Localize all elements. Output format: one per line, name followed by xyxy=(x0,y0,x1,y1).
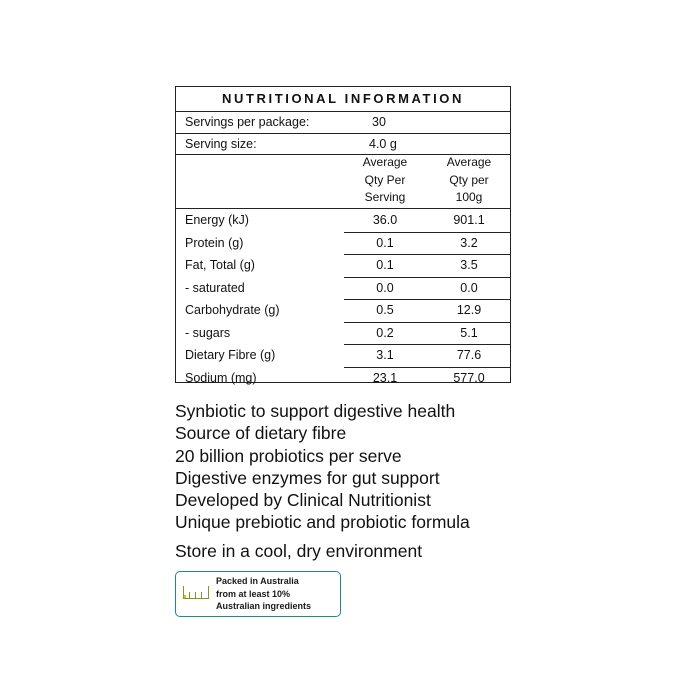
per-serving-value: 0.2 xyxy=(376,325,394,340)
per-100g-value: 3.5 xyxy=(460,258,478,272)
per-100g-value: 77.6 xyxy=(456,348,482,362)
per-100g-value: 5.1 xyxy=(460,325,478,340)
claim-item: Unique prebiotic and probiotic formula xyxy=(175,512,470,533)
per-serving-value: 36.0 xyxy=(372,213,398,227)
badge-line: from at least 10% xyxy=(216,588,291,599)
servings-per-package-value: 30 xyxy=(372,115,386,129)
nutrient-label: Carbohydrate (g) xyxy=(185,303,280,317)
per-serving-value: 0.0 xyxy=(376,280,394,295)
serving-size-value: 4.0 g xyxy=(369,137,397,151)
per-100g-column-header: Average Qty per 100g xyxy=(446,155,492,204)
panel-title: NUTRITIONAL INFORMATION xyxy=(221,91,465,106)
nutrient-label: Sodium (mg) xyxy=(185,370,257,385)
per-100g-value: 3.2 xyxy=(460,235,478,250)
serving-size-label: Serving size: xyxy=(185,137,257,151)
claim-item: Source of dietary fibre xyxy=(175,423,347,444)
row-divider xyxy=(344,254,510,255)
badge-line: Australian ingredients xyxy=(216,601,312,611)
row-divider xyxy=(344,367,510,368)
title-divider xyxy=(176,111,510,112)
row-divider xyxy=(344,344,510,345)
nutrient-label: - sugars xyxy=(185,325,231,340)
badge-line: Packed in Australia xyxy=(216,576,299,586)
per-serving-value: 0.1 xyxy=(376,258,394,272)
per-100g-value: 577.0 xyxy=(453,370,485,385)
nutrient-label: - saturated xyxy=(185,280,245,295)
ingredient-bar-chart-icon xyxy=(183,586,209,599)
per-100g-value: 901.1 xyxy=(453,213,485,227)
claim-item: Digestive enzymes for gut support xyxy=(175,467,440,488)
per-serving-value: 0.5 xyxy=(376,303,394,317)
row-divider xyxy=(344,299,510,300)
nutrient-label: Energy (kJ) xyxy=(185,213,249,227)
nutrient-label: Dietary Fibre (g) xyxy=(185,348,276,362)
nutrient-label: Protein (g) xyxy=(185,235,244,250)
ingredient-bar-fill xyxy=(184,595,186,598)
country-of-origin-badge xyxy=(175,571,341,617)
nutrition-panel xyxy=(175,86,511,383)
claim-item: Developed by Clinical Nutritionist xyxy=(175,490,431,511)
per-serving-value: 3.1 xyxy=(376,348,394,362)
storage-instruction: Store in a cool, dry environment xyxy=(175,541,423,561)
per-serving-value: 23.1 xyxy=(372,370,398,385)
row-divider xyxy=(344,322,510,323)
badge-text xyxy=(216,575,311,613)
per-serving-value: 0.1 xyxy=(376,235,394,250)
product-claims xyxy=(175,400,470,534)
claim-item: Synbiotic to support digestive health xyxy=(175,401,456,421)
claim-item: 20 billion probiotics per serve xyxy=(175,445,402,466)
nutrient-label: Fat, Total (g) xyxy=(185,258,255,272)
header-divider xyxy=(176,208,510,209)
per-100g-value: 0.0 xyxy=(460,280,478,295)
row-divider xyxy=(344,232,510,233)
per-100g-value: 12.9 xyxy=(456,303,482,317)
servings-per-package-label: Servings per package: xyxy=(185,115,310,129)
row-divider xyxy=(344,277,510,278)
servings-divider xyxy=(176,133,510,134)
per-serving-column-header: Average Qty Per Serving xyxy=(362,155,408,204)
